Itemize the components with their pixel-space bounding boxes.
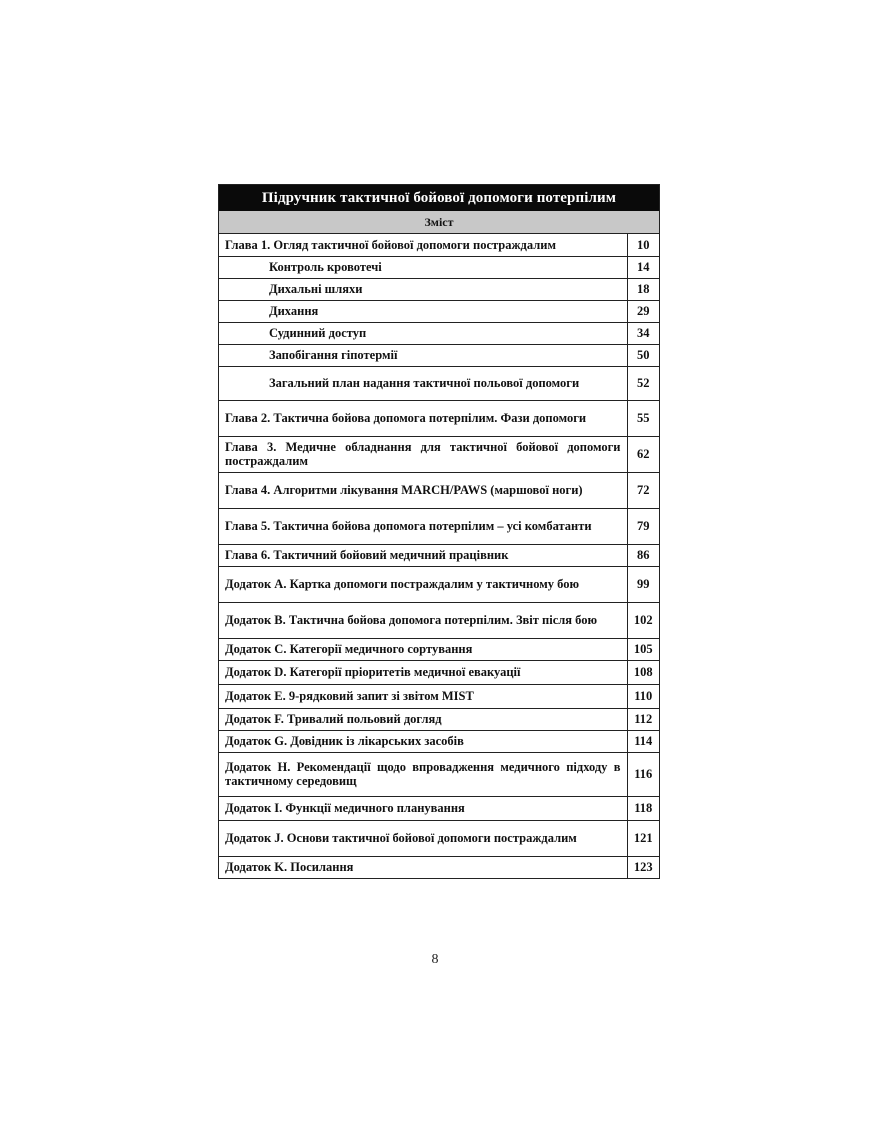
toc-entry-page: 55 <box>627 400 659 436</box>
toc-entry-title: Глава 6. Тактичний бойовий медичний працівник <box>219 544 627 566</box>
toc-row <box>219 344 659 366</box>
toc-entry-page: 123 <box>627 856 659 878</box>
toc-entry-page: 52 <box>627 366 659 400</box>
toc-entry-page: 72 <box>627 472 659 508</box>
toc-row <box>219 796 659 820</box>
toc-row <box>219 684 659 708</box>
toc-entry-page: 62 <box>627 436 659 472</box>
toc-entry-page: 18 <box>627 278 659 300</box>
toc-row <box>219 508 659 544</box>
toc-entry-title: Глава 1. Огляд тактичної бойової допомоги постраждалим <box>219 234 627 256</box>
toc-entry-title: Додаток D. Категорії пріоритетів медичної евакуації <box>219 660 627 684</box>
toc-entry-page: 86 <box>627 544 659 566</box>
toc-entry-title: Дихання <box>219 300 627 322</box>
toc-entry-title: Глава 4. Алгоритми лікування MARCH/PAWS (маршової ноги) <box>219 472 627 508</box>
toc-entry-title: Додаток K. Посилання <box>225 860 354 875</box>
toc-entry-page: 116 <box>627 752 659 796</box>
toc-entry-page: 79 <box>627 508 659 544</box>
toc-row <box>219 752 659 796</box>
toc-row <box>219 278 659 300</box>
toc-entry-title: Додаток В. Тактична бойова допомога потерпілим. Звіт після бою <box>219 602 627 638</box>
toc-entry-title: Додаток H. Рекомендації щодо впровадження медичного підходу в тактичному середовищ <box>219 752 627 796</box>
toc-row <box>219 472 659 508</box>
toc-entry-title: Запобігання гіпотермії <box>219 344 627 366</box>
toc-entry-title: Глава 2. Тактична бойова допомога потерпілим. Фази допомоги <box>219 400 627 436</box>
toc-row <box>219 366 659 400</box>
toc-entry-title: Контроль кровотечі <box>219 256 627 278</box>
toc-row <box>219 566 659 602</box>
toc-row <box>219 400 659 436</box>
toc-entry-page: 10 <box>627 234 659 256</box>
toc-row <box>219 856 659 878</box>
toc-row <box>219 436 659 472</box>
toc-row <box>219 234 659 256</box>
toc-entry-page: 105 <box>627 638 659 660</box>
toc-entry-page: 34 <box>627 322 659 344</box>
toc-row <box>219 544 659 566</box>
toc-row <box>219 322 659 344</box>
toc-row <box>219 638 659 660</box>
toc-entry-page: 121 <box>627 820 659 856</box>
page-number: 8 <box>431 952 439 967</box>
toc-row <box>219 820 659 856</box>
toc-row <box>219 708 659 730</box>
toc-entry-page: 118 <box>627 796 659 820</box>
toc-entry-page: 50 <box>627 344 659 366</box>
toc-entry-page: 112 <box>627 708 659 730</box>
toc-entry-title: Глава 3. Медичне обладнання для тактичної бойової допомоги постраждалим <box>219 436 627 472</box>
toc-entries <box>219 234 659 878</box>
toc-entry-page: 99 <box>627 566 659 602</box>
toc-entry-title: Додаток Е. 9-рядковий запит зі звітом MIST <box>219 684 627 708</box>
toc-entry-page: 102 <box>627 602 659 638</box>
toc-entry-title: Судинний доступ <box>219 322 627 344</box>
toc-entry-title: Додаток F. Тривалий польовий догляд <box>219 708 627 730</box>
toc-entry-title: Дихальні шляхи <box>219 278 627 300</box>
toc-row <box>219 256 659 278</box>
toc-row <box>219 300 659 322</box>
toc-entry-page: 29 <box>627 300 659 322</box>
toc-entry-page: 114 <box>627 730 659 752</box>
toc-entry-title: Додаток G. Довідник із лікарських засобів <box>219 730 627 752</box>
toc-row <box>219 730 659 752</box>
toc-entry-page: 14 <box>627 256 659 278</box>
toc-row <box>219 660 659 684</box>
toc-entry-title: Додаток J. Основи тактичної бойової допомоги постраждалим <box>219 820 627 856</box>
toc-entry-page: 110 <box>627 684 659 708</box>
toc-entry-title: Додаток С. Категорії медичного сортування <box>219 638 627 660</box>
toc-subtitle: Зміст <box>219 211 659 234</box>
toc-entry-page: 108 <box>627 660 659 684</box>
toc-title: Підручник тактичної бойової допомоги потерпілим <box>219 185 659 211</box>
toc-entry-title: Загальний план надання тактичної польової допомоги <box>219 366 627 400</box>
toc-entry-title: Глава 5. Тактична бойова допомога потерпілим – усі комбатанти <box>219 508 627 544</box>
toc-entry-title: Додаток I. Функції медичного планування <box>219 796 627 820</box>
toc-entry-title: Додаток А. Картка допомоги постраждалим у тактичному бою <box>219 566 627 602</box>
table-of-contents <box>218 184 660 879</box>
toc-row <box>219 602 659 638</box>
